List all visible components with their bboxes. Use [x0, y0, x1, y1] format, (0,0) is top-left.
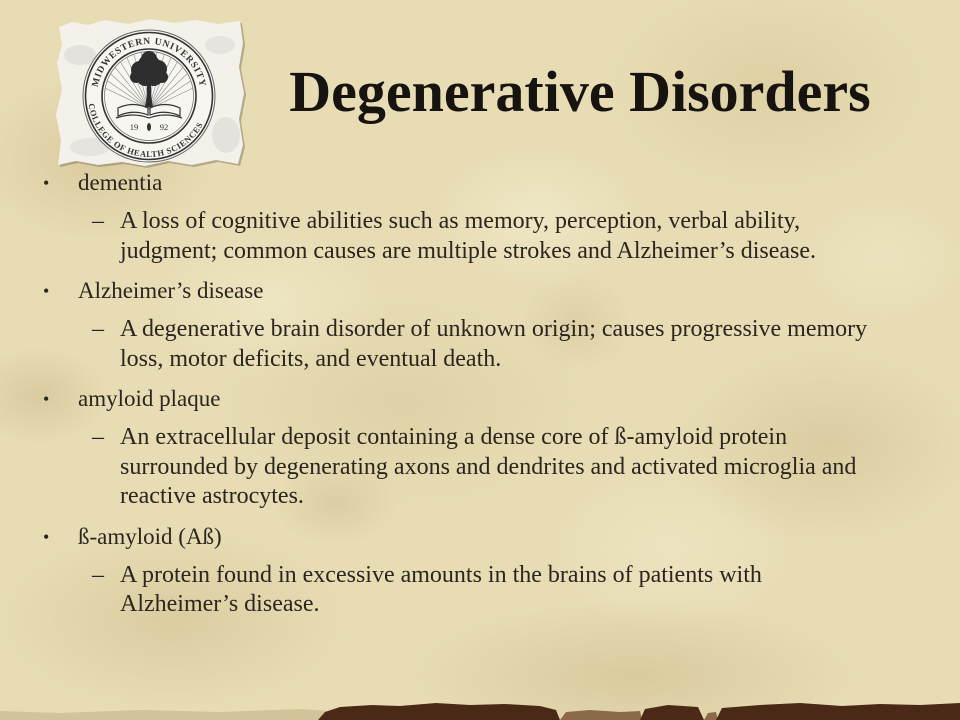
bullet-item — [0, 522, 960, 552]
bullet-icon: • — [43, 526, 50, 547]
bullet-icon: • — [43, 281, 50, 301]
sub-bullet-dash: – — [92, 424, 104, 450]
definition-line: An extracellular deposit containing a dense core of ß-amyloid protein — [120, 424, 788, 450]
definition-line: judgment; common causes are multiple strokes and Alzheimer’s disease. — [120, 237, 817, 264]
bullet-item — [0, 384, 960, 414]
bullet-icon: • — [43, 173, 50, 193]
torn-edge-border — [0, 690, 960, 720]
sub-bullet-dash: – — [92, 208, 104, 234]
definition-text — [120, 315, 960, 374]
definition-text — [120, 423, 960, 512]
sub-bullet-item — [0, 315, 960, 374]
definition-line: reactive astrocytes. — [120, 483, 304, 509]
bullet-item — [0, 168, 960, 198]
definition-line: A loss of cognitive abilities such as memory, perception, verbal ability, — [120, 208, 801, 234]
sub-bullet-item — [0, 423, 960, 512]
university-seal-logo — [50, 15, 250, 170]
seal-top-text: MIDWESTERN UNIVERSITY — [90, 36, 208, 89]
bullet-term: ß-amyloid (Aß) — [78, 523, 222, 549]
bullet-item — [0, 276, 960, 306]
sub-bullet-dash: – — [92, 316, 104, 342]
seal-year-left: 19 — [129, 122, 139, 132]
sub-bullet-item — [0, 207, 960, 266]
flame-icon — [147, 123, 151, 131]
bullet-term: amyloid plaque — [78, 386, 221, 411]
definition-line: A protein found in excessive amounts in the brains of patients with — [120, 561, 762, 588]
definition-line: Alzheimer’s disease. — [120, 591, 320, 617]
bullet-term: Alzheimer’s disease — [78, 278, 264, 303]
definition-text — [120, 207, 960, 266]
sub-bullet-dash: – — [92, 561, 104, 588]
bullet-term: dementia — [78, 170, 163, 195]
definition-text — [120, 561, 960, 620]
sub-bullet-item — [0, 561, 960, 620]
definition-line: A degenerative brain disorder of unknown origin; causes progressive memory — [120, 316, 868, 342]
seal-year-right: 92 — [159, 122, 169, 132]
bullet-icon: • — [43, 389, 50, 409]
seal-bottom-text: COLLEGE OF HEALTH SCIENCES — [86, 102, 205, 160]
slide-title: Degenerative Disorders — [289, 59, 871, 124]
definition-line: surrounded by degenerating axons and dendrites and activated microglia and — [120, 453, 857, 480]
definition-line: loss, motor deficits, and eventual death. — [120, 345, 502, 372]
bullet-list — [0, 168, 960, 620]
